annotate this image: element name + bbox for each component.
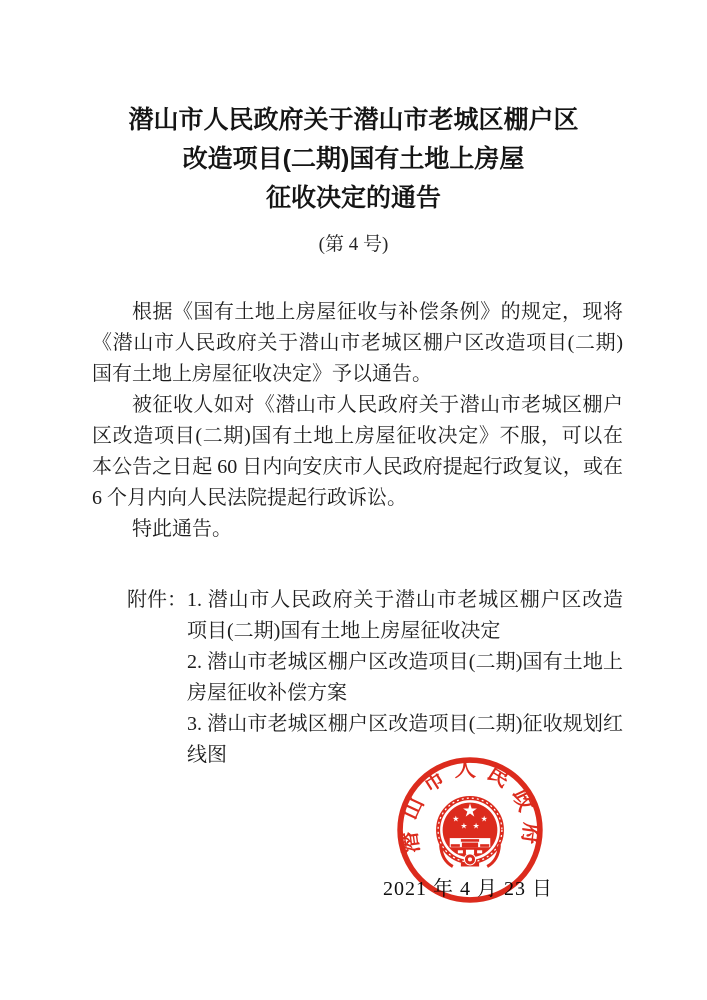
- paragraph-basis: 根据《国有土地上房屋征收与补偿条例》的规定，现将《潜山市人民政府关于潜山市老城区棚户区改造项目(二期)国有土地上房屋征收决定》予以通告。: [92, 301, 623, 385]
- attachment-text: 潜山市人民政府关于潜山市老城区棚户区改造项目(二期)国有土地上房屋征收决定: [187, 589, 623, 642]
- attachment-item: [187, 647, 623, 709]
- attachments-section: [127, 585, 623, 771]
- attachment-number: 1.: [187, 589, 202, 611]
- notice-body: [92, 297, 623, 545]
- title-line-2: 改造项目(二期)国有土地上房屋: [182, 145, 525, 173]
- attachments-label: 附件：: [127, 589, 187, 611]
- title-line-3: 征收决定的通告: [265, 184, 441, 212]
- attachment-number: 3.: [187, 713, 202, 735]
- attachments-list: [187, 585, 623, 771]
- issue-date: 2021 年 4 月 23 日: [383, 878, 553, 900]
- attachment-item: [187, 585, 623, 647]
- paragraph-appeal-rights: 被征收人如对《潜山市人民政府关于潜山市老城区棚户区改造项目(二期)国有土地上房屋征收决定》不服，可以在本公告之日起 60 日内向安庆市人民政府提起行政复议，或在 6 个月内向人民法院提起行政诉讼。: [92, 394, 623, 509]
- attachment-number: 2.: [187, 651, 202, 673]
- document-title: [0, 0, 707, 218]
- official-seal: [394, 754, 546, 906]
- document-number: (第 4 号): [318, 234, 389, 255]
- attachment-text: 潜山市老城区棚户区改造项目(二期)国有土地上房屋征收补偿方案: [187, 651, 623, 704]
- attachment-text: 潜山市老城区棚户区改造项目(二期)征收规划红线图: [187, 713, 623, 766]
- paragraph-closing: 特此通告。: [132, 518, 232, 540]
- title-line-1: 潜山市人民政府关于潜山市老城区棚户区: [128, 106, 579, 134]
- national-emblem-icon: [438, 798, 502, 866]
- seal-text: 潜山市人民政府: [395, 757, 545, 855]
